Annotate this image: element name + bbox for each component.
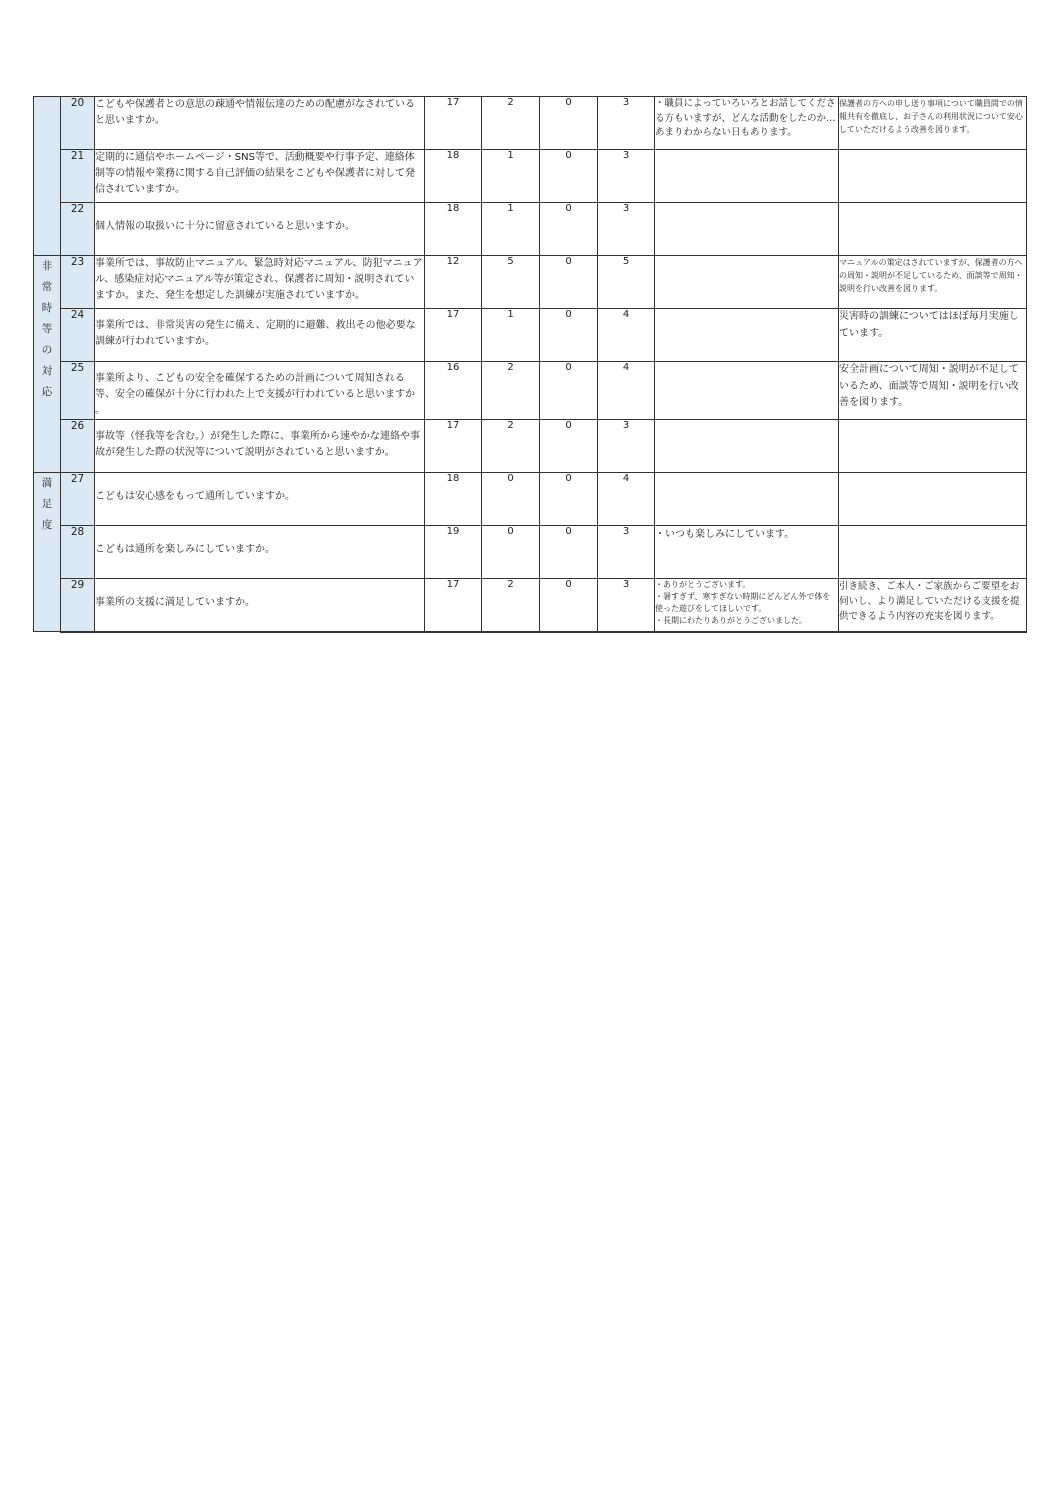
item-number: 22 [61,203,95,256]
question-text: こどもや保護者との意思の疎通や情報伝達のための配慮がなされていると思いますか。 [95,97,425,150]
guardian-comment: ・職員によっていろいろとお話してくださる方もいますが、どんな活動をしたのか…あまりわからない日もあります。 [655,97,839,150]
count-somewhat: 1 [482,150,540,203]
question-text: こどもは安心感をもって通所していますか。 [95,473,425,526]
table-row [34,309,1027,362]
category-label: 非常時等の対応 [41,260,53,398]
count-no: 0 [540,362,598,420]
count-yes: 19 [425,526,482,579]
facility-response [839,203,1027,256]
table-row [34,579,1027,632]
count-somewhat: 5 [482,256,540,309]
guardian-comment [655,420,839,473]
count-somewhat: 2 [482,420,540,473]
table-row [34,362,1027,420]
count-somewhat: 1 [482,203,540,256]
item-number: 24 [61,309,95,362]
facility-response [839,420,1027,473]
category-cell-communication [34,97,61,256]
count-somewhat: 2 [482,97,540,150]
count-no: 0 [540,526,598,579]
count-yes: 16 [425,362,482,420]
count-yes: 12 [425,256,482,309]
facility-response [839,473,1027,526]
count-somewhat: 1 [482,309,540,362]
count-no: 0 [540,256,598,309]
count-unknown: 3 [598,97,655,150]
count-no: 0 [540,579,598,632]
guardian-comment [655,309,839,362]
facility-response: マニュアルの策定はされていますが、保護者の方への周知・説明が不足しているため、面談等で周知・説明を行い改善を図ります。 [839,256,1027,309]
count-somewhat: 0 [482,526,540,579]
category-label: 満足度 [41,477,53,531]
count-unknown: 5 [598,256,655,309]
count-unknown: 4 [598,362,655,420]
count-somewhat: 2 [482,579,540,632]
count-unknown: 4 [598,473,655,526]
count-unknown: 3 [598,203,655,256]
table-row [34,473,1027,526]
count-yes: 17 [425,420,482,473]
count-somewhat: 0 [482,473,540,526]
table-row [34,97,1027,150]
facility-response [839,150,1027,203]
count-yes: 18 [425,473,482,526]
guardian-comment: ・いつも楽しみにしています。 [655,526,839,579]
count-yes: 17 [425,309,482,362]
item-number: 26 [61,420,95,473]
facility-response: 安全計画について周知・説明が不足しているため、面談等で周知・説明を行い改善を図ります。 [839,362,1027,420]
guardian-comment [655,256,839,309]
item-number: 21 [61,150,95,203]
count-no: 0 [540,309,598,362]
item-number: 25 [61,362,95,420]
question-text: 個人情報の取扱いに十分に留意されていると思いますか。 [95,203,425,256]
item-number: 20 [61,97,95,150]
count-unknown: 4 [598,309,655,362]
facility-response: 保護者の方への申し送り事項について職員間での情報共有を徹底し、お子さんの利用状況について安心していただけるよう改善を図ります。 [839,97,1027,150]
count-yes: 18 [425,150,482,203]
count-unknown: 3 [598,526,655,579]
category-cell-satisfaction [34,473,61,632]
facility-response [839,526,1027,579]
count-yes: 17 [425,97,482,150]
question-text: 事故等（怪我等を含む。）が発生した際に、事業所から速やかな連絡や事故が発生した際の状況等について説明がされていると思いますか。 [95,420,425,473]
count-unknown: 3 [598,420,655,473]
count-no: 0 [540,203,598,256]
question-text: 事業所では、事故防止マニュアル、緊急時対応マニュアル、防犯マニュアル、感染症対応マニュアル等が策定され、保護者に周知・説明されていますか。また、発生を想定した訓練が実施されていますか。 [95,256,425,309]
count-unknown: 3 [598,150,655,203]
guardian-comment [655,203,839,256]
guardian-comment [655,362,839,420]
table-row [34,150,1027,203]
category-cell-emergency [34,256,61,473]
guardian-comment: ・ありがとうございます。 ・暑すぎず、寒すぎない時期にどんどん外で体を使った遊びをしてほしいです。 ・長期にわたりありがとうございました。 [655,579,839,632]
guardian-comment [655,473,839,526]
count-unknown: 3 [598,579,655,632]
survey-table [33,96,1027,633]
count-yes: 17 [425,579,482,632]
question-text: 事業所の支援に満足していますか。 [95,579,425,632]
table-row [34,256,1027,309]
facility-response: 引き続き、ご本人・ご家族からご要望をお伺いし、より満足していただける支援を提供できるよう内容の充実を図ります。 [839,579,1027,632]
table-row [34,420,1027,473]
table-row [34,526,1027,579]
question-text: 事業所では、非常災害の発生に備え、定期的に避難、救出その他必要な訓練が行われていますか。 [95,309,425,362]
count-no: 0 [540,97,598,150]
item-number: 29 [61,579,95,632]
count-somewhat: 2 [482,362,540,420]
guardian-comment [655,150,839,203]
question-text: こどもは通所を楽しみにしていますか。 [95,526,425,579]
item-number: 23 [61,256,95,309]
count-no: 0 [540,150,598,203]
count-no: 0 [540,473,598,526]
table-row [34,203,1027,256]
question-text: 事業所より、こどもの安全を確保するための計画について周知される等、安全の確保が十分に行われた上で支援が行われていると思いますか 。 [95,362,425,420]
item-number: 28 [61,526,95,579]
count-yes: 18 [425,203,482,256]
question-text: 定期的に通信やホームページ・SNS等で、活動概要や行事予定、連絡体制等の情報や業務に関する自己評価の結果をこどもや保護者に対して発信されていますか。 [95,150,425,203]
count-no: 0 [540,420,598,473]
facility-response: 災害時の訓練についてはほぼ毎月実施しています。 [839,309,1027,362]
item-number: 27 [61,473,95,526]
